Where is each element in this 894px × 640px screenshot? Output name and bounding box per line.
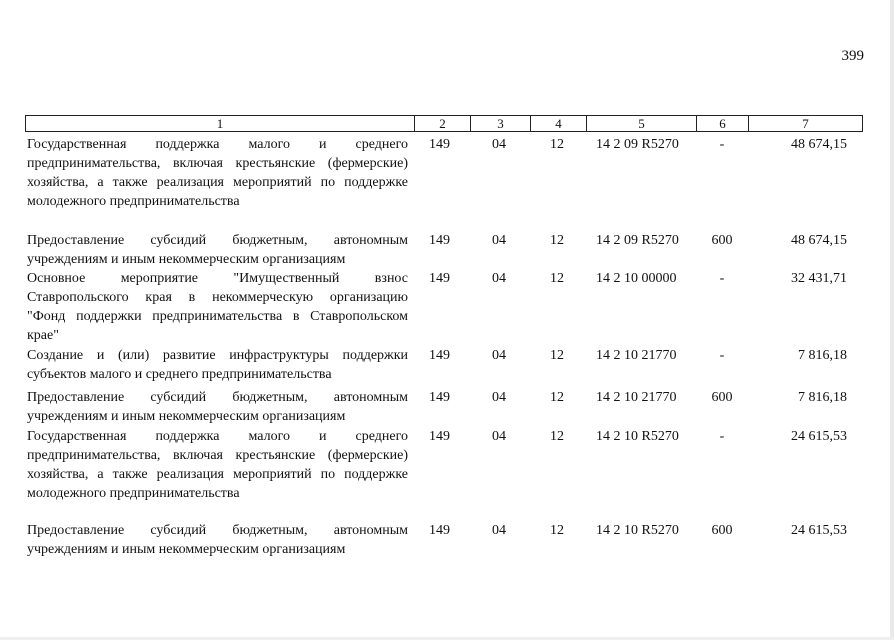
cell-subsection: 12 <box>550 523 564 538</box>
cell-target-article: 14 2 10 00000 <box>596 271 677 286</box>
cell-section: 04 <box>492 348 506 363</box>
cell-expense-type: - <box>719 348 725 363</box>
header-col-7: 7 <box>749 116 863 132</box>
description-line: крае" <box>27 328 59 343</box>
description-line: учреждениям и иным некоммерческим организациям <box>27 252 346 267</box>
header-col-4: 4 <box>531 116 587 132</box>
cell-subsection: 12 <box>550 137 564 152</box>
row-description <box>27 269 408 345</box>
row-description <box>27 135 408 211</box>
description-line: учреждениям и иным некоммерческим организациям <box>27 542 346 557</box>
description-line: Создание и (или) развитие инфраструктуры поддержки <box>27 348 408 363</box>
description-line: Государственная поддержка малого и среднего <box>27 429 408 444</box>
cell-subsection: 12 <box>550 271 564 286</box>
cell-expense-type: - <box>719 429 725 444</box>
header-col-1: 1 <box>26 116 415 132</box>
row-description <box>27 388 408 426</box>
header-col-5: 5 <box>587 116 697 132</box>
cell-amount: 7 816,18 <box>798 348 847 363</box>
description-line: предпринимательства, включая крестьянские (фермерские) <box>27 156 408 171</box>
header-col-3: 3 <box>471 116 531 132</box>
description-line: молодежного предпринимательства <box>27 194 240 209</box>
cell-target-article: 14 2 10 21770 <box>596 348 677 363</box>
cell-expense-type: 600 <box>711 390 733 405</box>
cell-target-article: 14 2 10 21770 <box>596 390 677 405</box>
column-number-header <box>25 115 863 132</box>
cell-target-article: 14 2 10 R5270 <box>596 523 679 538</box>
cell-ministry-code: 149 <box>429 390 450 405</box>
cell-section: 04 <box>492 137 506 152</box>
description-line: Основное мероприятие "Имущественный взнос <box>27 271 408 286</box>
row-description <box>27 231 408 269</box>
description-line: молодежного предпринимательства <box>27 486 240 501</box>
description-line: субъектов малого и среднего предпринимательства <box>27 367 332 382</box>
cell-ministry-code: 149 <box>429 233 450 248</box>
header-col-6: 6 <box>697 116 749 132</box>
cell-section: 04 <box>492 233 506 248</box>
cell-amount: 48 674,15 <box>791 137 847 152</box>
cell-subsection: 12 <box>550 390 564 405</box>
cell-subsection: 12 <box>550 429 564 444</box>
cell-section: 04 <box>492 429 506 444</box>
cell-section: 04 <box>492 390 506 405</box>
description-line: хозяйства, а также реализация мероприятий по поддержке <box>27 467 408 482</box>
cell-expense-type: 600 <box>711 233 733 248</box>
description-line: Предоставление субсидий бюджетным, автономным <box>27 233 408 248</box>
scan-edge-shadow <box>890 0 894 640</box>
description-line: Ставропольского края в некоммерческую организацию <box>27 290 408 305</box>
description-line: "Фонд поддержки предпринимательства в Ставропольском <box>27 309 408 324</box>
cell-ministry-code: 149 <box>429 429 450 444</box>
row-description <box>27 346 408 384</box>
page-number: 399 <box>841 48 864 64</box>
description-line: предпринимательства, включая крестьянские (фермерские) <box>27 448 408 463</box>
cell-ministry-code: 149 <box>429 271 450 286</box>
header-col-2: 2 <box>415 116 471 132</box>
cell-subsection: 12 <box>550 348 564 363</box>
description-line: Предоставление субсидий бюджетным, автономным <box>27 390 408 405</box>
description-line: учреждениям и иным некоммерческим организациям <box>27 409 346 424</box>
cell-amount: 32 431,71 <box>791 271 847 286</box>
cell-ministry-code: 149 <box>429 523 450 538</box>
cell-target-article: 14 2 09 R5270 <box>596 233 679 248</box>
cell-expense-type: - <box>719 271 725 286</box>
cell-amount: 48 674,15 <box>791 233 847 248</box>
cell-expense-type: 600 <box>711 523 733 538</box>
cell-amount: 24 615,53 <box>791 429 847 444</box>
description-line: Государственная поддержка малого и среднего <box>27 137 408 152</box>
row-description <box>27 521 408 559</box>
cell-target-article: 14 2 10 R5270 <box>596 429 679 444</box>
cell-ministry-code: 149 <box>429 137 450 152</box>
description-line: Предоставление субсидий бюджетным, автономным <box>27 523 408 538</box>
cell-expense-type: - <box>719 137 725 152</box>
cell-amount: 24 615,53 <box>791 523 847 538</box>
description-line: хозяйства, а также реализация мероприятий по поддержке <box>27 175 408 190</box>
cell-target-article: 14 2 09 R5270 <box>596 137 679 152</box>
cell-subsection: 12 <box>550 233 564 248</box>
cell-amount: 7 816,18 <box>798 390 847 405</box>
cell-section: 04 <box>492 523 506 538</box>
cell-section: 04 <box>492 271 506 286</box>
cell-ministry-code: 149 <box>429 348 450 363</box>
row-description <box>27 427 408 503</box>
